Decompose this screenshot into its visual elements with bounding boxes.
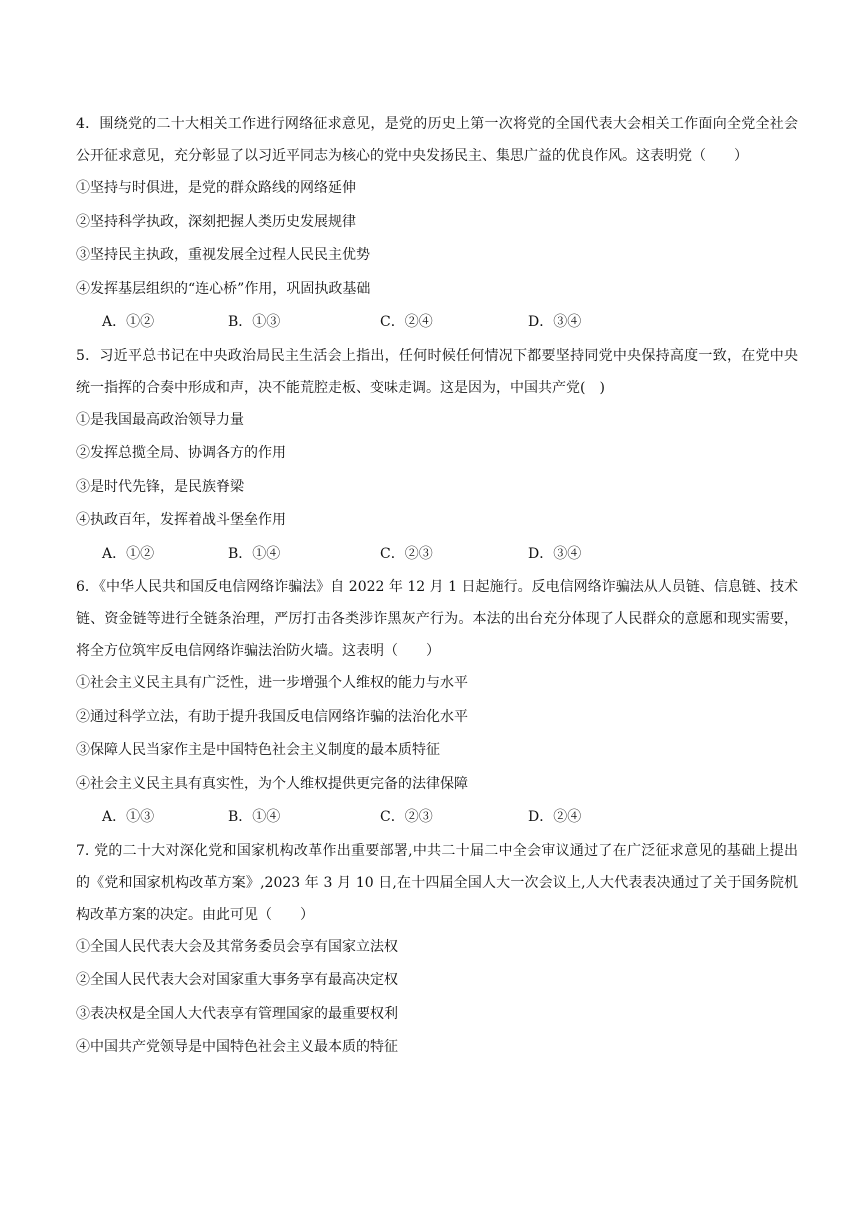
statement-option: ④执政百年，发挥着战斗堡垒作用 — [76, 512, 286, 528]
answer-choices — [76, 306, 798, 340]
choice-a: A．①③ — [102, 809, 155, 825]
question-list — [76, 108, 798, 1065]
choice-c: C．②③ — [380, 545, 433, 562]
choice-c: C．②③ — [380, 809, 433, 825]
statement-option: ①是我国最高政治领导力量 — [76, 411, 244, 428]
question-6 — [76, 571, 798, 835]
statement-option: ③坚持民主执政，重视发展全过程人民民主优势 — [76, 247, 370, 263]
answer-choices — [76, 538, 798, 572]
choice-b: B．①④ — [228, 809, 281, 825]
statement-option: ①社会主义民主具有广泛性，进一步增强个人维权的能力与水平 — [76, 675, 468, 691]
statement-option: ③保障人民当家作主是中国特色社会主义制度的最本质特征 — [76, 742, 440, 758]
choice-d: D．②④ — [528, 809, 582, 825]
question-4 — [76, 108, 798, 340]
statement-option: ④社会主义民主具有真实性，为个人维权提供更完备的法律保障 — [76, 775, 468, 792]
choice-a: A．①② — [102, 545, 155, 562]
question-7 — [76, 835, 798, 1065]
statement-option: ④中国共产党领导是中国特色社会主义最本质的特征 — [76, 1039, 398, 1055]
choice-a: A．①② — [102, 314, 155, 330]
question-stem: 6．《中华人民共和国反电信网络诈骗法》自 2022 年 12 月 1 日起施行。反电信网络诈骗法从人员链、信息链、技术链、资金链等进行全链条治理，严厉打击各类涉诈黑灰产行为。本法的出台充分体现了人民群众的意愿和现实需要，将全方位筑牢反电信网络诈骗法治防火墙。这表明（ ） — [76, 579, 798, 659]
choice-d: D．③④ — [528, 545, 582, 562]
statement-option: ①全国人民代表大会及其常务委员会享有国家立法权 — [76, 938, 398, 955]
statement-option: ②通过科学立法，有助于提升我国反电信网络诈骗的法治化水平 — [76, 708, 468, 725]
question-stem: 7. 党的二十大对深化党和国家机构改革作出重要部署,中共二十届二中全会审议通过了在广泛征求意见的基础上提出的《党和国家机构改革方案》,2023 年 3 月 10 日,在十四届全国人大一次会议上,人大代表表决通过了关于国务院机构改革方案的决定。由此可见（ ） — [76, 842, 798, 923]
statement-option: ③表决权是全国人大代表享有管理国家的最重要权利 — [76, 1005, 398, 1022]
question-stem: 4．围绕党的二十大相关工作进行网络征求意见，是党的历史上第一次将党的全国代表大会相关工作面向全党全社会公开征求意见，充分彰显了以习近平同志为核心的党中央发扬民主、集思广益的优良作风。这表明党（ ） — [76, 116, 798, 164]
choice-b: B．①④ — [228, 545, 281, 562]
statement-option: ④发挥基层组织的“连心桥”作用，巩固执政基础 — [76, 280, 371, 297]
choice-d: D．③④ — [528, 314, 582, 330]
statement-option: ②坚持科学执政，深刻把握人类历史发展规律 — [76, 213, 356, 230]
answer-choices — [76, 801, 798, 835]
statement-option: ①坚持与时俱进，是党的群众路线的网络延伸 — [76, 180, 356, 196]
question-stem: 5．习近平总书记在中央政治局民主生活会上指出，任何时候任何情况下都要坚持同党中央保持高度一致，在党中央统一指挥的合奏中形成和声，决不能荒腔走板、变味走调。这是因为，中国共产党( ) — [76, 347, 798, 396]
question-5 — [76, 340, 798, 572]
choice-b: B．①③ — [228, 314, 281, 330]
statement-option: ②全国人民代表大会对国家重大事务享有最高决定权 — [76, 972, 398, 988]
statement-option: ③是时代先锋，是民族脊梁 — [76, 478, 244, 495]
statement-option: ②发挥总揽全局、协调各方的作用 — [76, 445, 286, 461]
choice-c: C．②④ — [380, 314, 433, 330]
